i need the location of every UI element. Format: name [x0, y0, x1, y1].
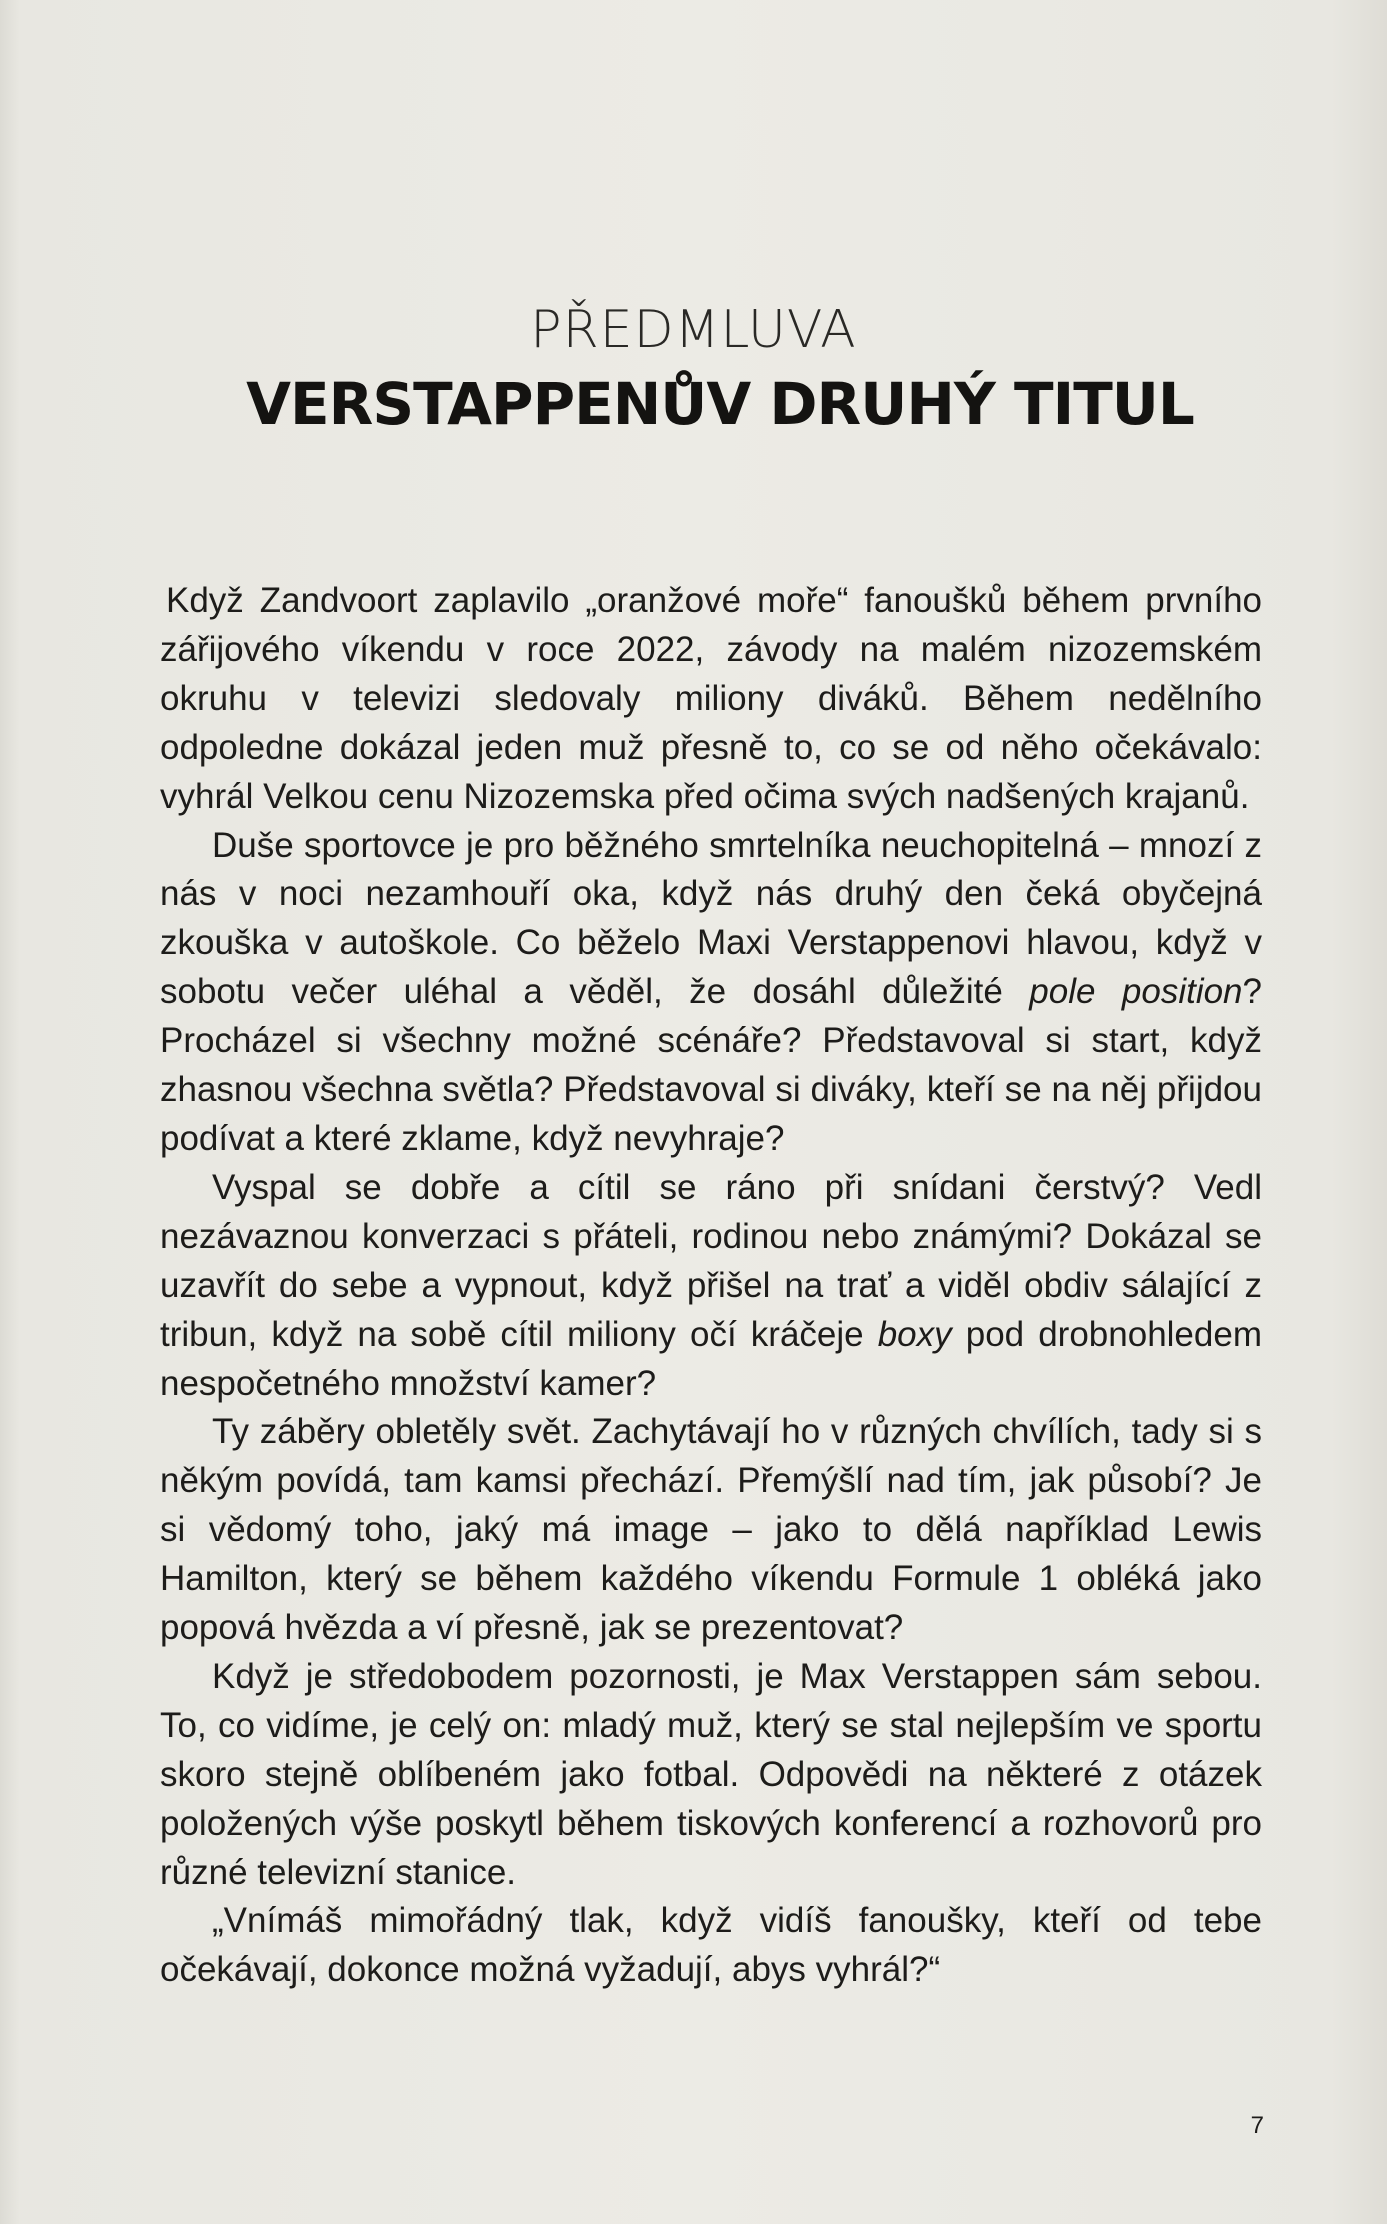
- paragraph-1: Když Zandvoort zaplavilo „oranžové moře“ fanoušků během prvního zářijového víkendu v roce 2022, závody na malém nizozemském okruhu v televizi sledovaly miliony diváků. Během nedělního odpoledne dokázal jeden muž přesně to, co se od něho očekávalo: vyhrál Velkou cenu Nizozemska před očima svých nadšených krajanů.: [160, 581, 1262, 816]
- paragraph-2-part-2: ? Procházel si všechny možné scénáře? Představoval si start, když zhasnou všechna světla? Představoval si diváky, kteří se na něj přijdou podívat a které zklame, když nevyhraje?: [160, 972, 1262, 1158]
- italic-term-pole-position: pole position: [1029, 972, 1243, 1012]
- chapter-kicker: PŘEDMLUVA: [530, 300, 857, 360]
- paragraph-3-part-1: Vyspal se dobře a cítil se ráno při snídani čerstvý? Vedl nezávaznou konverzaci s přáteli, rodinou nebo známými? Dokázal se uzavřít do sebe a vypnout, když přišel na trať a viděl obdiv sálající z tribun, když na sobě cítil miliony očí kráčeje: [160, 1167, 1262, 1354]
- body-text: [160, 577, 1262, 1995]
- paragraph-2: [160, 822, 1262, 1164]
- paragraph-2-part-1: Duše sportovce je pro běžného smrtelníka neuchopitelná – mnozí z nás v noci nezamhouří oka, když nás druhý den čeká obyčejná zkouška v autoškole. Co běželo Maxi Verstappenovi hlavou, když v sobotu večer uléhal a věděl, že dosáhl důležité: [160, 825, 1262, 1012]
- italic-term-boxy: boxy: [877, 1314, 952, 1354]
- chapter-title: VERSTAPPENŮV DRUHÝ TITUL: [246, 370, 1194, 438]
- page-number: 7: [1250, 2112, 1264, 2139]
- paragraph-4: Ty záběry obletěly svět. Zachytávají ho v různých chvílích, tady si s někým povídá, tam kamsi přechází. Přemýšlí nad tím, jak působí? Je si vědomý toho, jaký má image – jako to dělá například Lewis Hamilton, který se během každého víkendu Formule 1 obléká jako popová hvězda a ví přesně, jak se prezentovat?: [160, 1412, 1262, 1648]
- paragraph-5: Když je středobodem pozornosti, je Max Verstappen sám sebou. To, co vidíme, je celý on: mladý muž, který se stal nejlepším ve sportu skoro stejně oblíbeném jako fotbal. Odpovědi na některé z otázek položených výše poskytl během tiskových konferencí a rozhovorů pro různé televizní stanice.: [160, 1656, 1262, 1892]
- paragraph-3: [160, 1164, 1262, 1409]
- paragraph-6: „Vnímáš mimořádný tlak, když vidíš fanoušky, kteří od tebe očekávají, dokonce možná vyžadují, abys vyhrál?“: [160, 1901, 1262, 1990]
- paragraph-3-part-2: pod drobnohledem nespočetného množství kamer?: [160, 1314, 1262, 1403]
